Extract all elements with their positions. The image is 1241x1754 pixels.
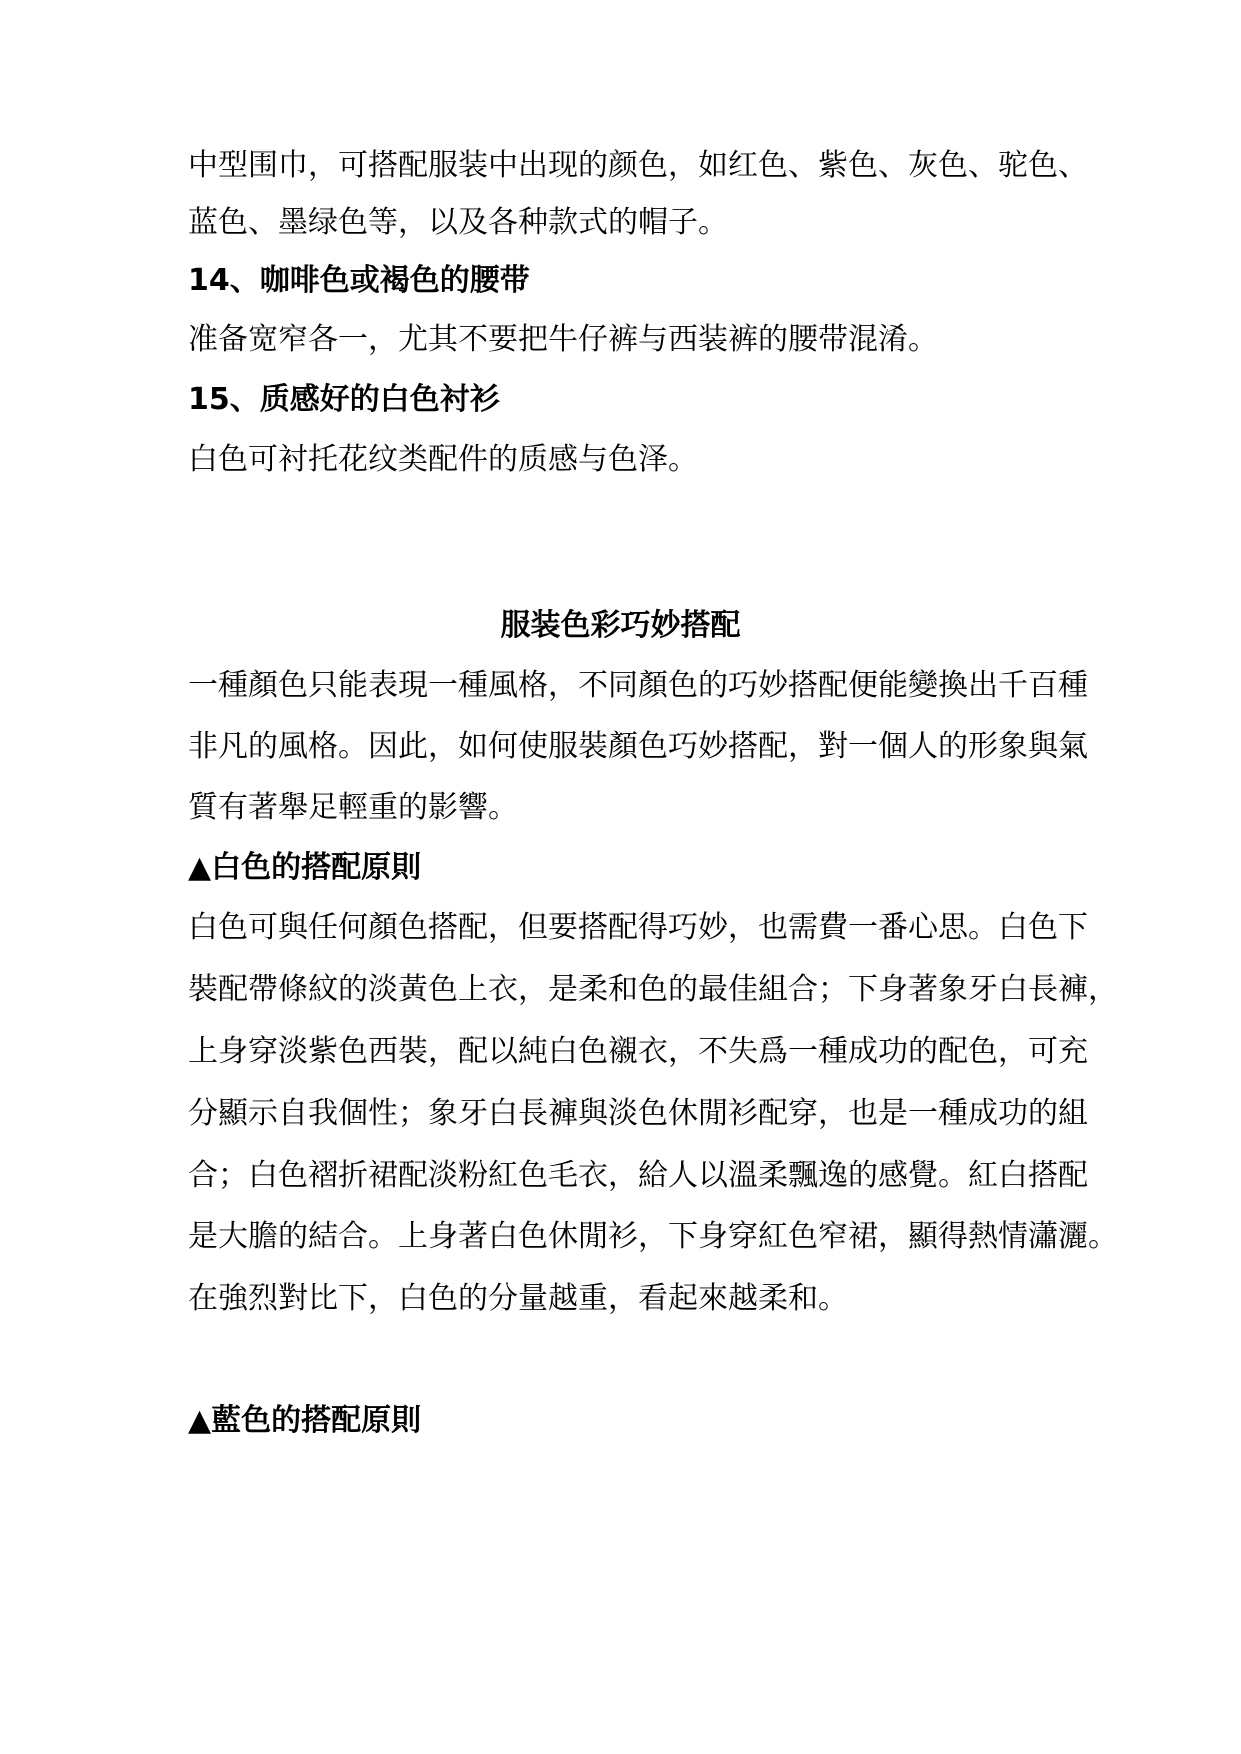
paragraph-line-1: 中型围巾，可搭配服装中出现的颜色，如红色、紫色、灰色、驼色、 — [188, 148, 1088, 183]
white-line-2: 裝配帶條紋的淡黃色上衣，是柔和色的最佳組合；下身著象牙白長褲， — [188, 972, 1118, 1007]
paragraph-line-2: 蓝色、墨绿色等，以及各种款式的帽子。 — [188, 205, 728, 240]
intro-line-1: 一種顏色只能表現一種風格，不同顏色的巧妙搭配便能變換出千百種 — [188, 668, 1088, 703]
item-14-text: 准备宽窄各一，尤其不要把牛仔裤与西装裤的腰带混淆。 — [188, 322, 938, 357]
white-heading: ▲白色的搭配原則 — [188, 850, 422, 885]
white-line-4: 分顯示自我個性；象牙白長褲與淡色休閒衫配穿，也是一種成功的組 — [188, 1096, 1088, 1131]
white-line-6: 是大膽的結合。上身著白色休閒衫，下身穿紅色窄裙，顯得熱情瀟灑。 — [188, 1219, 1118, 1254]
item-14-heading: 14、咖啡色或褐色的腰带 — [188, 263, 530, 298]
white-line-5: 合；白色褶折裙配淡粉紅色毛衣，給人以溫柔飄逸的感覺。紅白搭配 — [188, 1158, 1088, 1193]
blue-heading: ▲藍色的搭配原則 — [188, 1403, 422, 1438]
item-15-text: 白色可衬托花纹类配件的质感与色泽。 — [188, 442, 698, 477]
intro-line-3: 質有著舉足輕重的影響。 — [188, 790, 518, 825]
white-line-1: 白色可與任何顏色搭配，但要搭配得巧妙，也需費一番心思。白色下 — [188, 910, 1088, 945]
item-15-heading: 15、质感好的白色衬衫 — [188, 382, 500, 417]
white-line-3: 上身穿淡紫色西裝，配以純白色襯衣，不失爲一種成功的配色，可充 — [188, 1034, 1088, 1069]
section-title: 服装色彩巧妙搭配 — [500, 608, 741, 643]
intro-line-2: 非凡的風格。因此，如何使服裝顏色巧妙搭配，對一個人的形象與氣 — [188, 729, 1088, 764]
white-line-7: 在強烈對比下，白色的分量越重，看起來越柔和。 — [188, 1281, 848, 1316]
